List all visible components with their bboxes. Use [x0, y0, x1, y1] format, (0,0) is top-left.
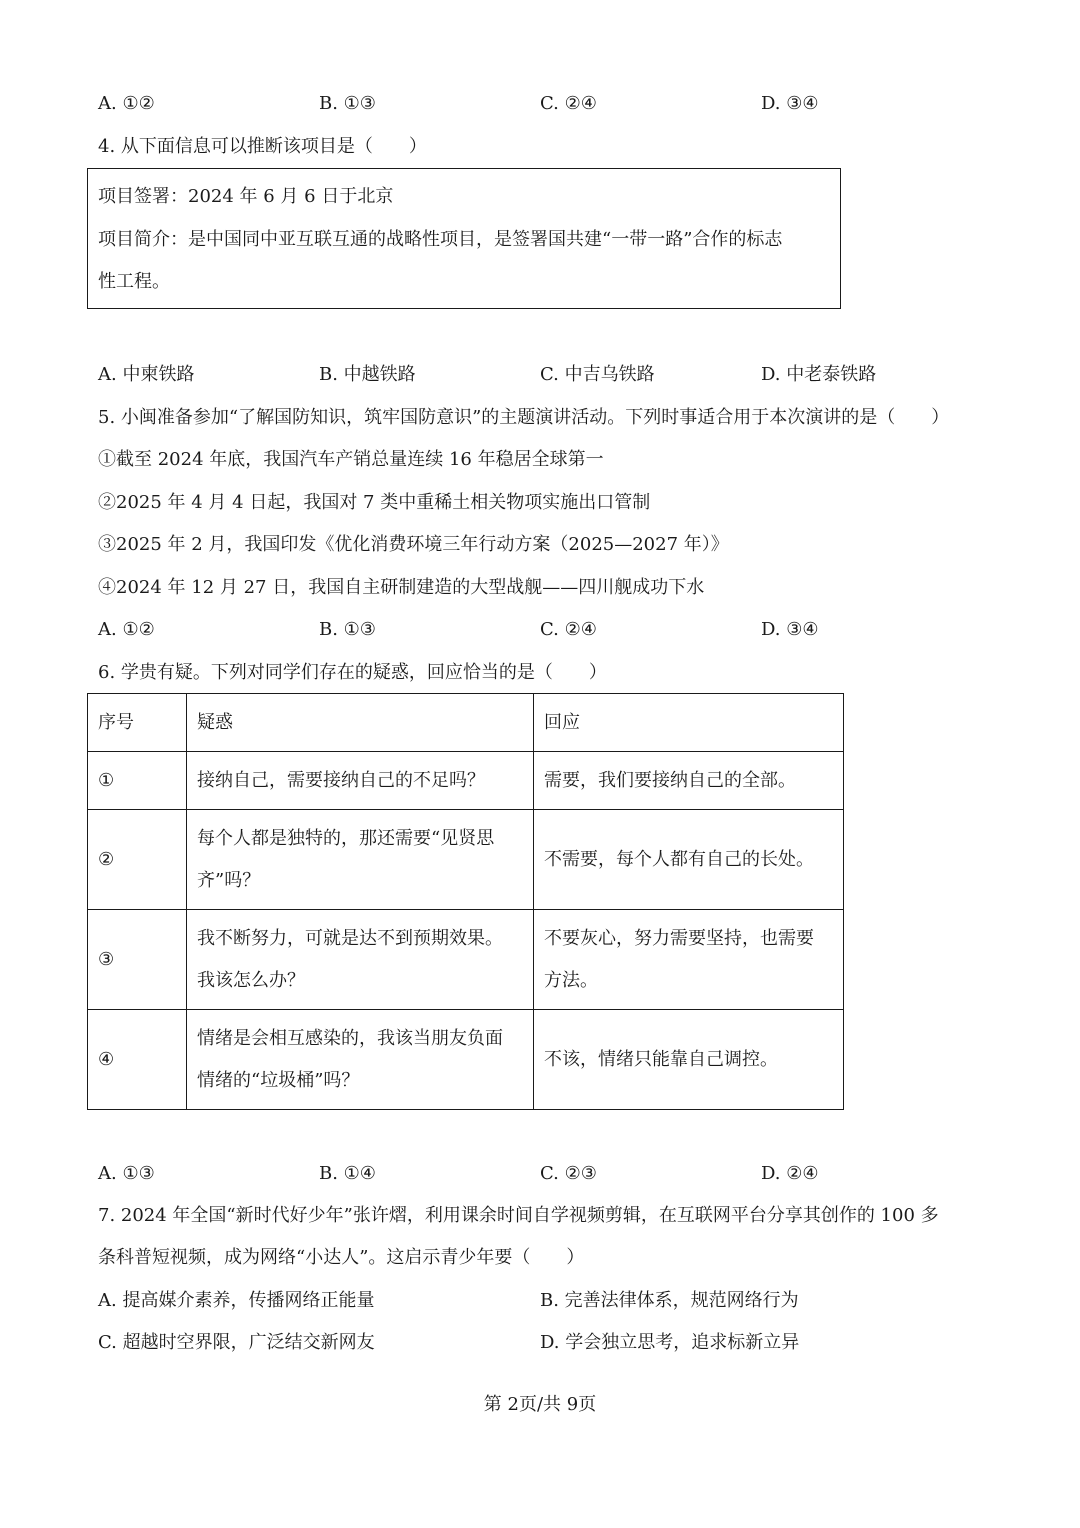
row-no: ① [88, 752, 187, 810]
row-response [534, 810, 844, 910]
row-response-line: 不该，情绪只能靠自己调控。 [544, 1048, 778, 1070]
q5-question: 5. 小闽准备参加“了解国防知识，筑牢国防意识”的主题演讲活动。下列时事适合用于本次演讲的是（ ） [98, 407, 950, 428]
row-response-line: 需要，我们要接纳自己的全部。 [544, 769, 796, 791]
row-response-line: 不要灰心，努力需要坚持，也需要 [544, 927, 814, 949]
row-no: ③ [88, 910, 187, 1010]
row-doubt-line: 齐”吗？ [197, 869, 261, 891]
q3-option-c[interactable]: C. ②④ [540, 93, 597, 114]
q4-option-b[interactable]: B. 中越铁路 [319, 364, 416, 385]
q4-option-c[interactable]: C. 中吉乌铁路 [540, 364, 655, 385]
q7-option-b[interactable]: B. 完善法律体系，规范网络行为 [540, 1290, 799, 1311]
header-doubt: 疑惑 [187, 694, 534, 752]
header-no: 序号 [88, 694, 187, 752]
q7-options-row1 [98, 1289, 998, 1313]
row-response-line: 不需要，每个人都有自己的长处。 [544, 848, 814, 870]
q5-option-c[interactable]: C. ②④ [540, 619, 597, 640]
q7-question-line1: 7. 2024 年全国“新时代好少年”张许熠，利用课余时间自学视频剪辑，在互联网平台分享其创作的 100 多 [98, 1205, 939, 1226]
q4-info-box [87, 168, 841, 309]
q6-table [87, 693, 844, 1110]
q6-options [98, 1162, 998, 1186]
q3-option-b[interactable]: B. ①③ [319, 93, 376, 114]
row-doubt-line: 接纳自己，需要接纳自己的不足吗？ [197, 769, 485, 791]
q5-option-a[interactable]: A. ①② [98, 619, 155, 640]
q6-option-a[interactable]: A. ①③ [98, 1163, 155, 1184]
q6-option-d[interactable]: D. ②④ [761, 1163, 819, 1184]
q4-box-line3: 性工程。 [98, 271, 170, 292]
q7-options-row2 [98, 1331, 998, 1355]
table-row [88, 910, 844, 1010]
q4-option-a[interactable]: A. 中柬铁路 [98, 364, 195, 385]
q7-option-d[interactable]: D. 学会独立思考，追求标新立异 [540, 1332, 800, 1353]
row-response-line: 方法。 [544, 969, 598, 991]
row-no: ④ [88, 1010, 187, 1110]
q5-item-3: ③2025 年 2 月，我国印发《优化消费环境三年行动方案（2025—2027 年）》 [98, 534, 729, 555]
q7-option-c[interactable]: C. 超越时空界限，广泛结交新网友 [98, 1332, 375, 1353]
q3-options [98, 92, 998, 116]
row-response [534, 752, 844, 810]
row-doubt-line: 我该怎么办？ [197, 969, 305, 991]
q7-question-line2: 条科普短视频，成为网络“小达人”。这启示青少年要（ ） [98, 1247, 585, 1268]
q3-option-d[interactable]: D. ③④ [761, 93, 819, 114]
q5-option-b[interactable]: B. ①③ [319, 619, 376, 640]
page-footer: 第 2页/共 9页 [483, 1394, 597, 1415]
q6-option-b[interactable]: B. ①④ [319, 1163, 376, 1184]
q4-option-d[interactable]: D. 中老泰铁路 [761, 364, 877, 385]
row-doubt [187, 910, 534, 1010]
q5-options [98, 618, 998, 642]
q4-question: 4. 从下面信息可以推断该项目是（ ） [98, 136, 427, 157]
row-doubt-line: 我不断努力，可就是达不到预期效果。 [197, 927, 503, 949]
q4-box-line1: 项目签署：2024 年 6 月 6 日于北京 [98, 186, 394, 207]
row-doubt-line: 每个人都是独特的，那还需要“见贤思 [197, 827, 495, 849]
row-doubt [187, 752, 534, 810]
table-header-row [88, 694, 844, 752]
q4-options [98, 363, 998, 387]
q5-item-2: ②2025 年 4 月 4 日起，我国对 7 类中重稀土相关物项实施出口管制 [98, 492, 651, 513]
table-row [88, 810, 844, 910]
q6-option-c[interactable]: C. ②③ [540, 1163, 597, 1184]
row-no: ② [88, 810, 187, 910]
q6-question: 6. 学贵有疑。下列对同学们存在的疑惑，回应恰当的是（ ） [98, 662, 607, 683]
row-response [534, 910, 844, 1010]
q5-item-1: ①截至 2024 年底，我国汽车产销总量连续 16 年稳居全球第一 [98, 449, 604, 470]
row-response [534, 1010, 844, 1110]
row-doubt [187, 810, 534, 910]
row-doubt-line: 情绪的“垃圾桶”吗？ [197, 1069, 360, 1091]
header-response: 回应 [534, 694, 844, 752]
q7-option-a[interactable]: A. 提高媒介素养，传播网络正能量 [98, 1290, 375, 1311]
table-row [88, 1010, 844, 1110]
q5-option-d[interactable]: D. ③④ [761, 619, 819, 640]
q5-item-4: ④2024 年 12 月 27 日，我国自主研制建造的大型战舰——四川舰成功下水 [98, 577, 705, 598]
q3-option-a[interactable]: A. ①② [98, 93, 155, 114]
q4-box-line2: 项目简介：是中国同中亚互联互通的战略性项目，是签署国共建“一带一路”合作的标志 [98, 229, 783, 250]
row-doubt-line: 情绪是会相互感染的，我该当朋友负面 [197, 1027, 503, 1049]
row-doubt [187, 1010, 534, 1110]
table-row [88, 752, 844, 810]
